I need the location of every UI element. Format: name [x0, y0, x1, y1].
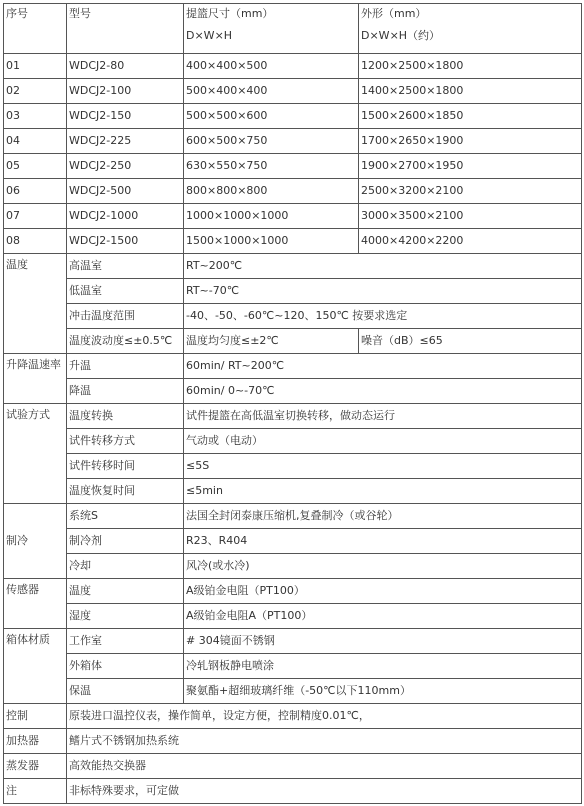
cabinet-outer-value: 冷轧钢板静电喷涂 [184, 654, 582, 679]
sensor-humid-label: 湿度 [67, 604, 184, 629]
note-label: 注 [4, 779, 67, 804]
test-transfer-time-label: 试件转移时间 [67, 454, 184, 479]
cabinet-row-chamber [4, 629, 582, 654]
temperature-low-label: 低温室 [67, 279, 184, 304]
row-model: WDCJ2-250 [67, 154, 184, 179]
row-no: 08 [4, 229, 67, 254]
row-model: WDCJ2-150 [67, 104, 184, 129]
test-transfer-time-value: ≤5S [184, 454, 582, 479]
note-row [4, 779, 582, 804]
row-outer: 1200×2500×1800 [359, 54, 582, 79]
cabinet-insulation-label: 保温 [67, 679, 184, 704]
header-outer-sub: D×W×H（约） [361, 29, 441, 42]
test-method-label: 试验方式 [4, 404, 67, 504]
temperature-low-value: RT~-70℃ [184, 279, 582, 304]
header-basket [184, 4, 359, 54]
cooling-row-method [4, 554, 582, 579]
test-recovery-label: 温度恢复时间 [67, 479, 184, 504]
row-outer: 1400×2500×1800 [359, 79, 582, 104]
cooling-row-system [4, 504, 582, 529]
header-basket-sub: D×W×H [186, 29, 233, 42]
cabinet-outer-label: 外箱体 [67, 654, 184, 679]
cabinet-row-outer [4, 654, 582, 679]
cooling-method-label: 冷却 [67, 554, 184, 579]
header-basket-label: 提篮尺寸（mm） [186, 7, 274, 20]
row-outer: 4000×4200×2200 [359, 229, 582, 254]
heater-label: 加热器 [4, 729, 67, 754]
test-switch-label: 温度转换 [67, 404, 184, 429]
row-outer: 2500×3200×2100 [359, 179, 582, 204]
rate-down-value: 60min/ 0~-70℃ [184, 379, 582, 404]
test-row-recovery [4, 479, 582, 504]
note-value: 非标特殊要求，可定做 [67, 779, 582, 804]
temperature-row-high [4, 254, 582, 279]
header-no: 序号 [4, 4, 67, 54]
cabinet-insulation-value: 聚氨酯+超细玻璃纤维（-50℃以下110mm） [184, 679, 582, 704]
header-model: 型号 [67, 4, 184, 54]
row-outer: 1500×2600×1850 [359, 104, 582, 129]
header-outer-label: 外形（mm） [361, 7, 427, 20]
test-transfer-value: 气动或（电动） [184, 429, 582, 454]
row-basket: 800×800×800 [184, 179, 359, 204]
row-model: WDCJ2-225 [67, 129, 184, 154]
table-row [4, 104, 582, 129]
test-row-transfer [4, 429, 582, 454]
row-basket: 630×550×750 [184, 154, 359, 179]
row-model: WDCJ2-100 [67, 79, 184, 104]
rate-row-up [4, 354, 582, 379]
control-value: 原装进口温控仪表，操作简单，设定方便，控制精度0.01℃， [67, 704, 582, 729]
row-model: WDCJ2-1500 [67, 229, 184, 254]
evaporator-label: 蒸发器 [4, 754, 67, 779]
temperature-fluctuation: 温度波动度≤±0.5℃ [67, 329, 184, 354]
row-no: 01 [4, 54, 67, 79]
temperature-row-impact [4, 304, 582, 329]
row-basket: 500×500×600 [184, 104, 359, 129]
evaporator-row [4, 754, 582, 779]
cooling-system-value: 法国全封闭泰康压缩机,复叠制冷（或谷轮） [184, 504, 582, 529]
cabinet-chamber-value: # 304镜面不锈钢 [184, 629, 582, 654]
temperature-label: 温度 [4, 254, 67, 354]
temperature-high-label: 高温室 [67, 254, 184, 279]
heater-value: 鳍片式不锈钢加热系统 [67, 729, 582, 754]
test-switch-value: 试件提篮在高低温室切换转移，做动态运行 [184, 404, 582, 429]
row-model: WDCJ2-1000 [67, 204, 184, 229]
row-basket: 1500×1000×1000 [184, 229, 359, 254]
row-basket: 500×400×400 [184, 79, 359, 104]
temperature-uniformity: 温度均匀度≤±2℃ [184, 329, 359, 354]
row-outer: 1700×2650×1900 [359, 129, 582, 154]
control-row [4, 704, 582, 729]
table-row [4, 154, 582, 179]
row-no: 06 [4, 179, 67, 204]
temperature-row-spec [4, 329, 582, 354]
table-row [4, 79, 582, 104]
test-row-switch [4, 404, 582, 429]
cabinet-row-insulation [4, 679, 582, 704]
row-no: 04 [4, 129, 67, 154]
row-no: 03 [4, 104, 67, 129]
sensor-temp-value: A级铂金电阻（PT100） [184, 579, 582, 604]
cabinet-label: 箱体材质 [4, 629, 67, 704]
heater-row [4, 729, 582, 754]
cooling-label: 制冷 [4, 504, 67, 579]
control-label: 控制 [4, 704, 67, 729]
spec-table [3, 3, 582, 804]
row-basket: 400×400×500 [184, 54, 359, 79]
rate-up-label: 升温 [67, 354, 184, 379]
cooling-refrigerant-label: 制冷剂 [67, 529, 184, 554]
cooling-refrigerant-value: R23、R404 [184, 529, 582, 554]
temperature-impact-label: 冲击温度范围 [67, 304, 184, 329]
evaporator-value: 高效能热交换器 [67, 754, 582, 779]
table-row [4, 229, 582, 254]
row-basket: 1000×1000×1000 [184, 204, 359, 229]
rate-down-label: 降温 [67, 379, 184, 404]
rate-label: 升降温速率 [4, 354, 67, 404]
rate-up-value: 60min/ RT~200℃ [184, 354, 582, 379]
sensor-temp-label: 温度 [67, 579, 184, 604]
noise-level: 噪音（dB）≤65 [359, 329, 582, 354]
sensor-humid-value: A级铂金电阻A（PT100） [184, 604, 582, 629]
temperature-high-value: RT~200℃ [184, 254, 582, 279]
row-no: 07 [4, 204, 67, 229]
row-no: 05 [4, 154, 67, 179]
test-row-transfer-time [4, 454, 582, 479]
test-transfer-label: 试件转移方式 [67, 429, 184, 454]
sensor-row-humid [4, 604, 582, 629]
table-row [4, 129, 582, 154]
table-row [4, 179, 582, 204]
row-outer: 1900×2700×1950 [359, 154, 582, 179]
sensor-label: 传感器 [4, 579, 67, 629]
cooling-system-label: 系统S [67, 504, 184, 529]
row-model: WDCJ2-500 [67, 179, 184, 204]
row-basket: 600×500×750 [184, 129, 359, 154]
sensor-row-temp [4, 579, 582, 604]
temperature-row-low [4, 279, 582, 304]
temperature-impact-value: -40、-50、-60℃~120、150℃ 按要求选定 [184, 304, 582, 329]
cabinet-chamber-label: 工作室 [67, 629, 184, 654]
row-model: WDCJ2-80 [67, 54, 184, 79]
header-outer [359, 4, 582, 54]
cooling-row-refrigerant [4, 529, 582, 554]
row-outer: 3000×3500×2100 [359, 204, 582, 229]
cooling-method-value: 风冷(或水冷) [184, 554, 582, 579]
row-no: 02 [4, 79, 67, 104]
test-recovery-value: ≤5min [184, 479, 582, 504]
table-row [4, 204, 582, 229]
table-row [4, 54, 582, 79]
rate-row-down [4, 379, 582, 404]
table-header-row [4, 4, 582, 54]
